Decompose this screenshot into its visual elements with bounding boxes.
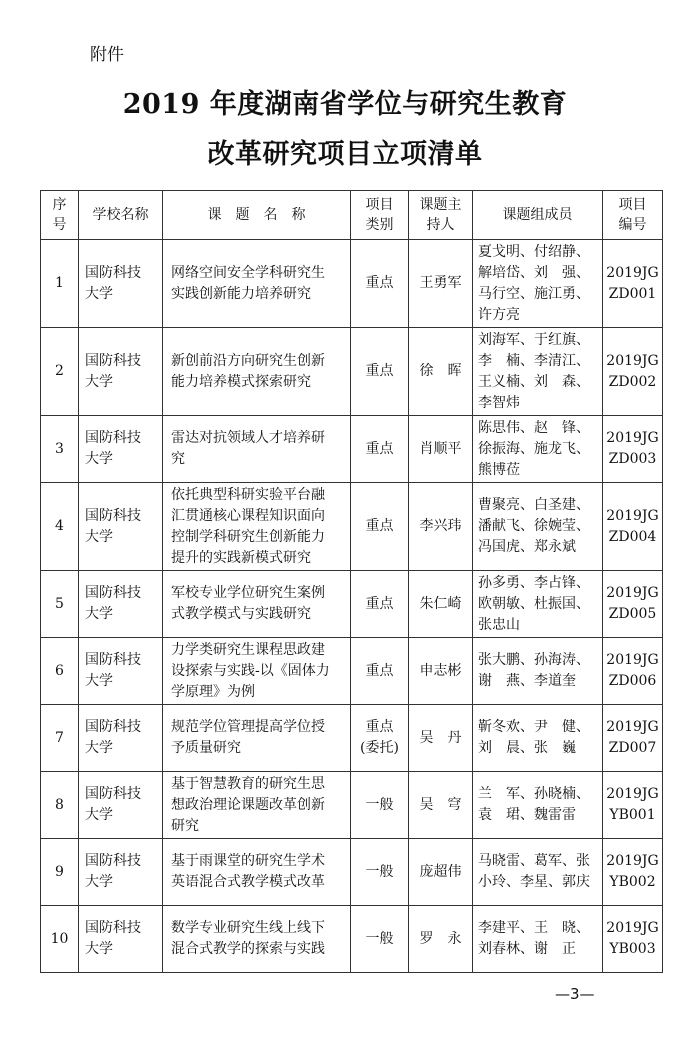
cell-topic: 数学专业研究生线上线下 混合式教学的探索与实践 [163, 906, 351, 973]
page-title-line-2: 改革研究项目立项清单 [207, 139, 483, 170]
cell-school: 国防科技 大学 [79, 772, 163, 839]
table-row [41, 483, 663, 571]
cell-type: 重点 [351, 328, 409, 416]
header-host: 课题主 持人 [409, 191, 473, 240]
cell-type: 重点 (委托) [351, 705, 409, 772]
cell-type: 一般 [351, 772, 409, 839]
cell-school: 国防科技 大学 [79, 416, 163, 483]
cell-type: 一般 [351, 906, 409, 973]
page-title-line-1: 2019 年度湖南省学位与研究生教育 [122, 89, 568, 120]
cell-topic: 规范学位管理提高学位授 予质量研究 [163, 705, 351, 772]
cell-code: 2019JG ZD001 [603, 240, 663, 328]
header-no: 序 号 [41, 191, 79, 240]
header-school: 学校名称 [79, 191, 163, 240]
cell-host: 庞超伟 [409, 839, 473, 906]
cell-type: 重点 [351, 240, 409, 328]
header-members: 课题组成员 [473, 191, 603, 240]
cell-no: 9 [41, 839, 79, 906]
cell-no: 5 [41, 571, 79, 638]
table-row [41, 328, 663, 416]
cell-members: 马晓雷、葛军、张 小玲、李星、郭庆 [473, 839, 603, 906]
table-row [41, 240, 663, 328]
cell-type: 重点 [351, 638, 409, 705]
cell-host: 吴 穹 [409, 772, 473, 839]
cell-host: 肖顺平 [409, 416, 473, 483]
table-row [41, 571, 663, 638]
cell-no: 4 [41, 483, 79, 571]
table-row [41, 839, 663, 906]
cell-members: 陈思伟、赵 锋、 徐振海、施龙飞、 熊博莅 [473, 416, 603, 483]
cell-host: 吴 丹 [409, 705, 473, 772]
cell-topic: 雷达对抗领域人才培养研 究 [163, 416, 351, 483]
cell-topic: 基于智慧教育的研究生思 想政治理论课题改革创新 研究 [163, 772, 351, 839]
cell-code: 2019JG ZD006 [603, 638, 663, 705]
cell-school: 国防科技 大学 [79, 839, 163, 906]
cell-code: 2019JG ZD003 [603, 416, 663, 483]
cell-type: 重点 [351, 483, 409, 571]
table-header-row [41, 191, 663, 240]
cell-no: 2 [41, 328, 79, 416]
cell-no: 7 [41, 705, 79, 772]
cell-type: 重点 [351, 416, 409, 483]
project-table [40, 190, 663, 973]
table-row [41, 772, 663, 839]
cell-no: 6 [41, 638, 79, 705]
table-row [41, 906, 663, 973]
cell-no: 1 [41, 240, 79, 328]
header-type: 项目 类别 [351, 191, 409, 240]
cell-code: 2019JG ZD005 [603, 571, 663, 638]
cell-members: 孙多勇、李占锋、 欧朝敏、杜振国、 张忠山 [473, 571, 603, 638]
cell-members: 李建平、王 晓、 刘春林、谢 正 [473, 906, 603, 973]
table-row [41, 416, 663, 483]
cell-topic: 新创前沿方向研究生创新 能力培养模式探索研究 [163, 328, 351, 416]
cell-members: 刘海军、于红旗、 李 楠、李清江、 王义楠、刘 森、 李智炜 [473, 328, 603, 416]
cell-members: 张大鹏、孙海涛、 谢 燕、李道奎 [473, 638, 603, 705]
attachment-label: 附件 [90, 45, 124, 65]
cell-school: 国防科技 大学 [79, 705, 163, 772]
cell-members: 曹聚亮、白圣建、 潘献飞、徐婉莹、 冯国虎、郑永斌 [473, 483, 603, 571]
cell-topic: 基于雨课堂的研究生学术 英语混合式教学模式改革 [163, 839, 351, 906]
cell-code: 2019JG YB002 [603, 839, 663, 906]
cell-school: 国防科技 大学 [79, 483, 163, 571]
cell-members: 夏戈明、付绍静、 解培岱、刘 强、 马行空、施江勇、 许方亮 [473, 240, 603, 328]
cell-no: 3 [41, 416, 79, 483]
cell-school: 国防科技 大学 [79, 638, 163, 705]
cell-type: 重点 [351, 571, 409, 638]
table-row [41, 705, 663, 772]
header-code: 项目 编号 [603, 191, 663, 240]
cell-topic: 依托典型科研实验平台融 汇贯通核心课程知识面向 控制学科研究生创新能力 提升的实践新模式研究 [163, 483, 351, 571]
cell-host: 申志彬 [409, 638, 473, 705]
cell-code: 2019JG YB001 [603, 772, 663, 839]
cell-members: 靳冬欢、尹 健、 刘 晨、张 巍 [473, 705, 603, 772]
cell-school: 国防科技 大学 [79, 571, 163, 638]
header-topic: 课 题 名 称 [163, 191, 351, 240]
cell-school: 国防科技 大学 [79, 906, 163, 973]
cell-host: 王勇军 [409, 240, 473, 328]
cell-no: 8 [41, 772, 79, 839]
cell-topic: 军校专业学位研究生案例 式教学模式与实践研究 [163, 571, 351, 638]
table-row [41, 638, 663, 705]
cell-code: 2019JG ZD007 [603, 705, 663, 772]
cell-members: 兰 军、孙晓楠、 袁 珺、魏雷雷 [473, 772, 603, 839]
cell-host: 朱仁崎 [409, 571, 473, 638]
cell-type: 一般 [351, 839, 409, 906]
cell-no: 10 [41, 906, 79, 973]
page-number: —3— [555, 985, 595, 1003]
cell-code: 2019JG ZD002 [603, 328, 663, 416]
cell-school: 国防科技 大学 [79, 240, 163, 328]
cell-host: 罗 永 [409, 906, 473, 973]
cell-topic: 力学类研究生课程思政建 设探索与实践-以《固体力 学原理》为例 [163, 638, 351, 705]
cell-host: 李兴玮 [409, 483, 473, 571]
cell-code: 2019JG ZD004 [603, 483, 663, 571]
cell-code: 2019JG YB003 [603, 906, 663, 973]
cell-school: 国防科技 大学 [79, 328, 163, 416]
cell-topic: 网络空间安全学科研究生 实践创新能力培养研究 [163, 240, 351, 328]
cell-host: 徐 晖 [409, 328, 473, 416]
